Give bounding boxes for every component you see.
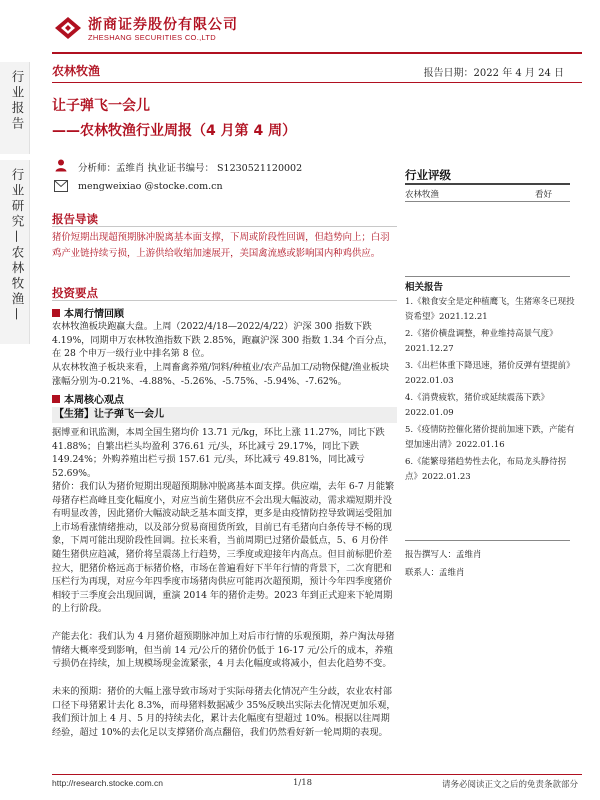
points-title: 投资要点 xyxy=(52,286,98,300)
report-title: 让子弹飞一会儿 xyxy=(52,98,150,114)
guide-title: 报告导读 xyxy=(52,212,98,226)
footer-url[interactable]: http://research.stocke.com.cn xyxy=(52,778,164,788)
logo-mark-icon xyxy=(52,14,84,42)
red-square-bullet-icon xyxy=(52,309,60,317)
logo-english-name: ZHESHANG SECURITIES CO.,LTD xyxy=(88,33,216,42)
contact-person: 联系人：孟维肖 xyxy=(405,568,465,578)
related-report-item[interactable]: 2.《猪价横盘调整，种业维持高景气度》2021.12.27 xyxy=(405,329,558,354)
footer-divider xyxy=(52,774,582,775)
footer-disclaimer: 请务必阅读正文之后的免责条款部分 xyxy=(441,780,578,790)
analyst-email[interactable]: mengweixiao @stocke.com.cn xyxy=(78,181,223,192)
side-tab-report-label: 行业报告 xyxy=(10,70,25,132)
related-report-item[interactable]: 3.《出栏体重下降迅速，猪价反弹有望提前》2022.01.03 xyxy=(405,361,575,386)
related-reports-list xyxy=(405,295,577,487)
pork-paragraph-2: 猪价：我们认为猪价短期出现超预期脉冲脱离基本面支撑。供应端，去年 6-7 月能繁母猪存栏高峰且变化幅度小，对应当前生猪供应不会出现大幅波动，需求端短期并没有明显改善，因此猪价大幅波动缺乏基本面支撑，更多是由疫情防控导致调运受阻加上市场看涨情绪推动，以及部分贸易商囤货所致，目前已有毛猪向白条传导不畅的现象，下周可能出现阶段性回调。拉长来看，当前周期已过猪价最低点，5、6 月份伴随生猪供应趋减，猪价将呈震荡上行趋势，三季度或迎接年内高点。但目前标肥价差拉大，肥猪价格远高于标猪价格，市场在普遍看好下半年行情的背景下，二次育肥和压栏行为再现，对应今年四季度市场猪肉供应可能再次超预期，预计今年四季度猪价相较于三季度会出现回调，重演 2014 年的猪价走势。2023 年到正式迎来下轮周期的上行阶段。 xyxy=(52,481,395,615)
pork-paragraph-4: 未来的预期：猪价的大幅上涨导致市场对于实际母猪去化情况产生分歧，农业农村部口径下母猪累计去化 8.3%，而母猪料数据减少 35%反映出实际去化情况更加乐观，我们预计加上 4 月、5 月的持续去化，累计去化幅度有望超过 10%。根据以往周期经验，超过 10%的去化足以支撑猪价高点翻倍，我们仍然看好新一轮周期的表现。 xyxy=(52,686,396,738)
market-review-title: 本周行情回顾 xyxy=(64,309,124,320)
report-subtitle: ——农林牧渔行业周报（4 月第 4 周） xyxy=(52,123,297,139)
market-review-heading xyxy=(52,305,124,320)
market-paragraph-2: 从农林牧渔子板块来看，上周畜禽养殖/饲料/种植业/农产品加工/动物保健/渔业板块涨幅分别为-0.21%、-4.88%、-5.26%、-5.75%、-5.94%、-7.62%。 xyxy=(52,362,390,387)
related-report-item[interactable]: 1.《粮食安全是定种植鹰飞，生猪寒冬已现投资希望》2021.12.21 xyxy=(405,297,575,322)
email-icon xyxy=(54,180,68,192)
side-tab-research xyxy=(0,160,30,344)
core-views-heading xyxy=(52,391,124,406)
guide-divider xyxy=(52,226,397,227)
logo-chinese-name: 浙商证券股份有限公司 xyxy=(88,17,238,33)
side-tab-research-label: 行业研究—农林牧渔— xyxy=(10,168,25,323)
pork-paragraph-3: 产能去化：我们认为 4 月猪价超预期脉冲加上对后市行情的乐观预期，养户淘汰母猪情绪大概率受到影响，但当前 14 元/公斤的猪价仍低于 16-17 元/公斤的成本，养殖亏损仍在持续，加上规模场现金流紧张，4 月去化幅度或将减小，但去化趋势不变。 xyxy=(52,631,395,670)
report-writer: 报告撰写人：孟维肖 xyxy=(405,550,482,560)
rating-title: 行业评级 xyxy=(405,168,451,182)
related-report-item[interactable]: 6.《能繁母猪趋势性去化，布局龙头静待拐点》2022.01.23 xyxy=(405,457,567,482)
related-report-item[interactable]: 5.《疫情防控催化猪价提前加速下跌，产能有望加速出清》2022.01.16 xyxy=(405,425,575,450)
rating-sector: 农林牧渔 xyxy=(405,190,440,200)
related-reports-title: 相关报告 xyxy=(405,282,444,293)
contacts-divider xyxy=(405,540,570,541)
pork-section-title: 【生猪】让子弹飞一会儿 xyxy=(52,407,397,423)
analyst-person-icon xyxy=(54,158,68,172)
market-paragraph-1: 农林牧渔板块跑赢大盘。上周（2022/4/18—2022/4/22）沪深 300 指数下跌 4.19%，同期申万农林牧渔指数下跌 2.85%，跑赢沪深 300 指数 1.34 个百分点，在 28 个申万一级行业中排名第 8 位。 xyxy=(52,321,393,360)
rating-value: 看好 xyxy=(535,190,553,200)
header-sector: 农林牧渔 xyxy=(52,64,101,78)
report-date: 报告日期：2022 年 4 月 24 日 xyxy=(423,68,564,79)
analyst-info: 分析师：孟维肖 执业证书编号： S1230521120002 xyxy=(78,163,303,174)
header-divider-bottom xyxy=(52,82,582,83)
guide-text: 猪价短期出现超预期脉冲脱离基本面支撑，下周或阶段性回调，但趋势向上；白羽鸡产业链持续亏损，上游供给收缩加速展开，美国禽流感或影响国内种鸡供应。 xyxy=(52,232,390,259)
pork-paragraph-1: 据博亚和讯监测，本周全国生猪均价 13.71 元/kg，环比上涨 11.27%，同比下跌 41.88%；自繁出栏头均盈利 376.61 元/头，环比减亏 29.17%，同比下跌 149.24%；外购养殖出栏亏损 157.61 元/头，环比减亏 49.81%，同比减亏 52.69%。 xyxy=(52,427,385,479)
core-views-title: 本周核心观点 xyxy=(64,395,124,406)
rating-divider-top xyxy=(405,183,570,185)
points-divider xyxy=(52,300,397,301)
page-number: 1/18 xyxy=(293,778,313,788)
side-tab-report xyxy=(0,62,30,154)
related-divider-top xyxy=(405,276,570,277)
red-square-bullet-icon xyxy=(52,395,60,403)
header-divider-top xyxy=(52,52,582,54)
related-report-item[interactable]: 4.《消费疲软，猪价或延续震荡下跌》2022.01.09 xyxy=(405,393,550,418)
company-logo xyxy=(52,12,252,46)
rating-divider-bottom xyxy=(405,201,570,202)
